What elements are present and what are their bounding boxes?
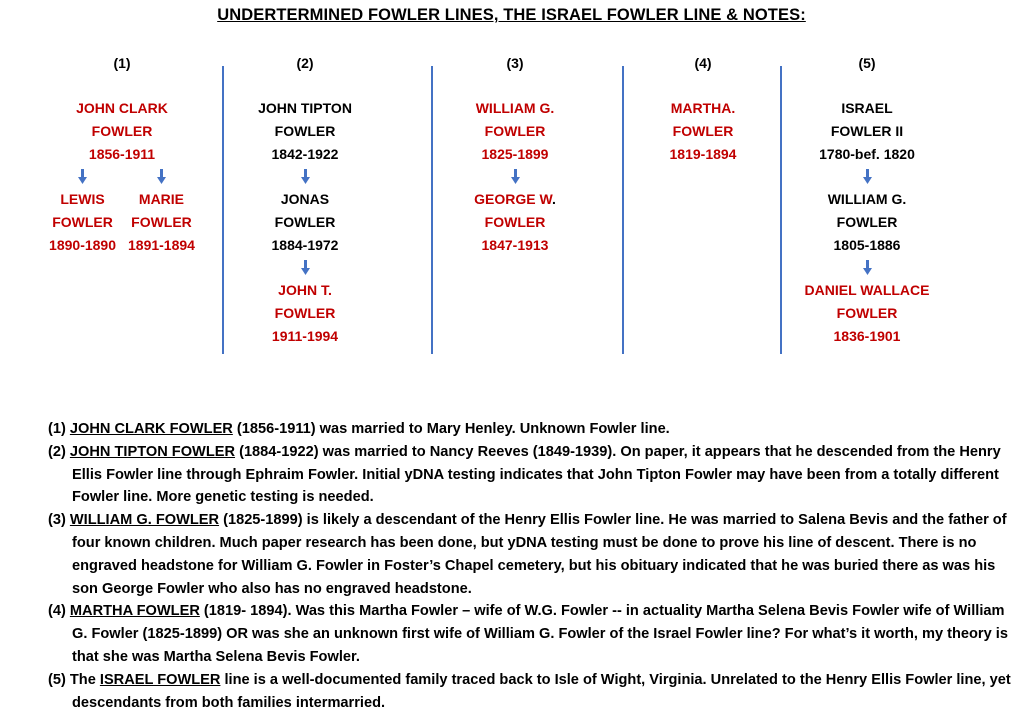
person-name	[440, 188, 590, 211]
person-dates: 1911-1994	[271, 328, 339, 344]
note-prefix: (4)	[48, 603, 70, 620]
person-surname: FOWLER	[836, 214, 898, 230]
person-dates: 1836-1901	[833, 328, 901, 344]
line-column-4	[628, 53, 778, 166]
column-number: (3)	[506, 55, 524, 71]
person-william-g-fowler-1805	[782, 188, 952, 257]
person-dates: 1890-1890	[49, 237, 116, 253]
note-text: line is a well-documented family traced back to Isle of Wight, Virginia. Unrelated to the Henry Ellis Fowler line, yet descendants from both families intermarried.	[72, 671, 1011, 711]
person-john-tipton-fowler	[230, 97, 380, 166]
person-william-g-fowler	[440, 97, 590, 166]
page-title: UNDERTERMINED FOWLER LINES, THE ISRAEL FOWLER LINE & NOTES:	[217, 6, 806, 24]
person-surname: FOWLER	[836, 305, 898, 321]
line-column-3	[440, 53, 590, 257]
note-text: (1825-1899) is likely a descendant of the Henry Ellis Fowler line. He was married to Salena Bevis and the father of four known children. Much paper research has been done, but yDNA testing must be done to prove his line of descent. There is no engraved headstone for William G. Fowler in Foster’s Chapel cemetery, but his obituary indicated that he was buried there as was his son George Fowler who also has no engraved headstone.	[72, 512, 1007, 597]
person-dates: 1856-1911	[88, 146, 156, 162]
column-number: (1)	[113, 55, 131, 71]
column-number: (5)	[858, 55, 876, 71]
line-column-1	[30, 53, 214, 257]
person-lewis-fowler	[49, 166, 116, 257]
person-surname: FOWLER	[274, 305, 336, 321]
person-name: MARIE	[138, 191, 185, 207]
person-surname: FOWLER	[131, 214, 192, 230]
person-name: JONAS	[280, 191, 330, 207]
person-name: WILLIAM G.	[475, 100, 555, 116]
note-name: JOHN TIPTON FOWLER	[69, 443, 236, 460]
person-name-part: GEORGE W	[474, 191, 552, 207]
note-name: ISRAEL FOWLER	[99, 671, 221, 688]
person-surname: FOWLER	[91, 123, 153, 139]
person-daniel-wallace-fowler	[782, 279, 952, 348]
down-arrow-icon	[128, 166, 195, 188]
note-2	[48, 441, 1013, 509]
note-prefix: (5) The	[48, 671, 100, 688]
note-name: WILLIAM G. FOWLER	[69, 512, 220, 529]
note-prefix: (3)	[48, 512, 70, 529]
note-text: (1884-1922) was married to Nancy Reeves (1849-1939). On paper, it appears that he descended from the Henry Ellis Fowler line through Ephraim Fowler. Initial yDNA testing indicates that John Tipton Fowler may have been from a totally different Fowler line. More genetic testing is needed.	[72, 443, 1001, 506]
person-surname: FOWLER	[484, 123, 546, 139]
column-divider-2	[431, 66, 433, 354]
person-israel-fowler-ii	[782, 97, 952, 166]
person-john-t-fowler	[230, 279, 380, 348]
down-arrow-icon	[230, 257, 380, 279]
note-name: JOHN CLARK FOWLER	[69, 421, 233, 437]
down-arrow-icon	[782, 257, 952, 279]
person-dates: 1842-1922	[271, 146, 339, 162]
person-surname: FOWLER	[274, 214, 336, 230]
note-prefix: (1)	[48, 421, 70, 437]
column-divider-3	[622, 66, 624, 354]
person-jonas-fowler	[230, 188, 380, 257]
down-arrow-icon	[230, 166, 380, 188]
line-column-5	[782, 53, 952, 348]
person-name: LEWIS	[60, 191, 105, 207]
line-column-2	[230, 53, 380, 348]
person-name: WILLIAM G.	[827, 191, 907, 207]
note-4	[48, 600, 1013, 668]
note-name: MARTHA FOWLER	[69, 603, 200, 620]
person-name: ISRAEL	[841, 100, 893, 116]
person-dates: 1884-1972	[271, 237, 339, 253]
person-dates: 1819-1894	[669, 146, 737, 162]
person-name-period: .	[551, 191, 556, 207]
person-john-clark-fowler	[30, 97, 214, 166]
person-name: DANIEL WALLACE	[804, 282, 930, 298]
person-surname: FOWLER	[484, 214, 546, 230]
column-divider-1	[222, 66, 224, 354]
person-surname: FOWLER	[672, 123, 734, 139]
down-arrow-icon	[49, 166, 116, 188]
down-arrow-icon	[440, 166, 590, 188]
person-dates: 1805-1886	[833, 237, 901, 253]
person-dates: 1891-1894	[128, 237, 195, 253]
column-number: (2)	[296, 55, 314, 71]
person-surname: FOWLER II	[830, 123, 904, 139]
person-name: JOHN CLARK	[76, 100, 168, 116]
person-dates: 1847-1913	[481, 237, 549, 253]
note-1	[48, 418, 1013, 441]
person-martha-fowler	[628, 97, 778, 166]
person-name: MARTHA.	[670, 100, 736, 116]
down-arrow-icon	[782, 166, 952, 188]
note-3	[48, 509, 1013, 600]
person-dates: 1825-1899	[481, 146, 549, 162]
note-text: (1856-1911) was married to Mary Henley. Unknown Fowler line.	[232, 421, 670, 437]
note-5	[48, 669, 1013, 715]
person-dates: 1780-bef. 1820	[819, 146, 915, 162]
person-marie-fowler	[128, 166, 195, 257]
column-number: (4)	[694, 55, 712, 71]
person-surname: FOWLER	[274, 123, 336, 139]
person-surname: FOWLER	[52, 214, 113, 230]
person-name: JOHN TIPTON	[258, 100, 352, 116]
person-george-w-fowler	[440, 188, 590, 257]
person-name: JOHN T.	[278, 282, 332, 298]
note-text: (1819- 1894). Was this Martha Fowler – wife of W.G. Fowler -- in actuality Martha Selena Bevis Fowler wife of William G. Fowler (1825-1899) OR was she an unknown first wife of William G. Fowler of the Israel Fowler line? For what’s it worth, my theory is that she was Martha Selena Bevis Fowler.	[72, 603, 1008, 665]
note-prefix: (2)	[48, 443, 70, 460]
notes-list	[48, 418, 1013, 714]
